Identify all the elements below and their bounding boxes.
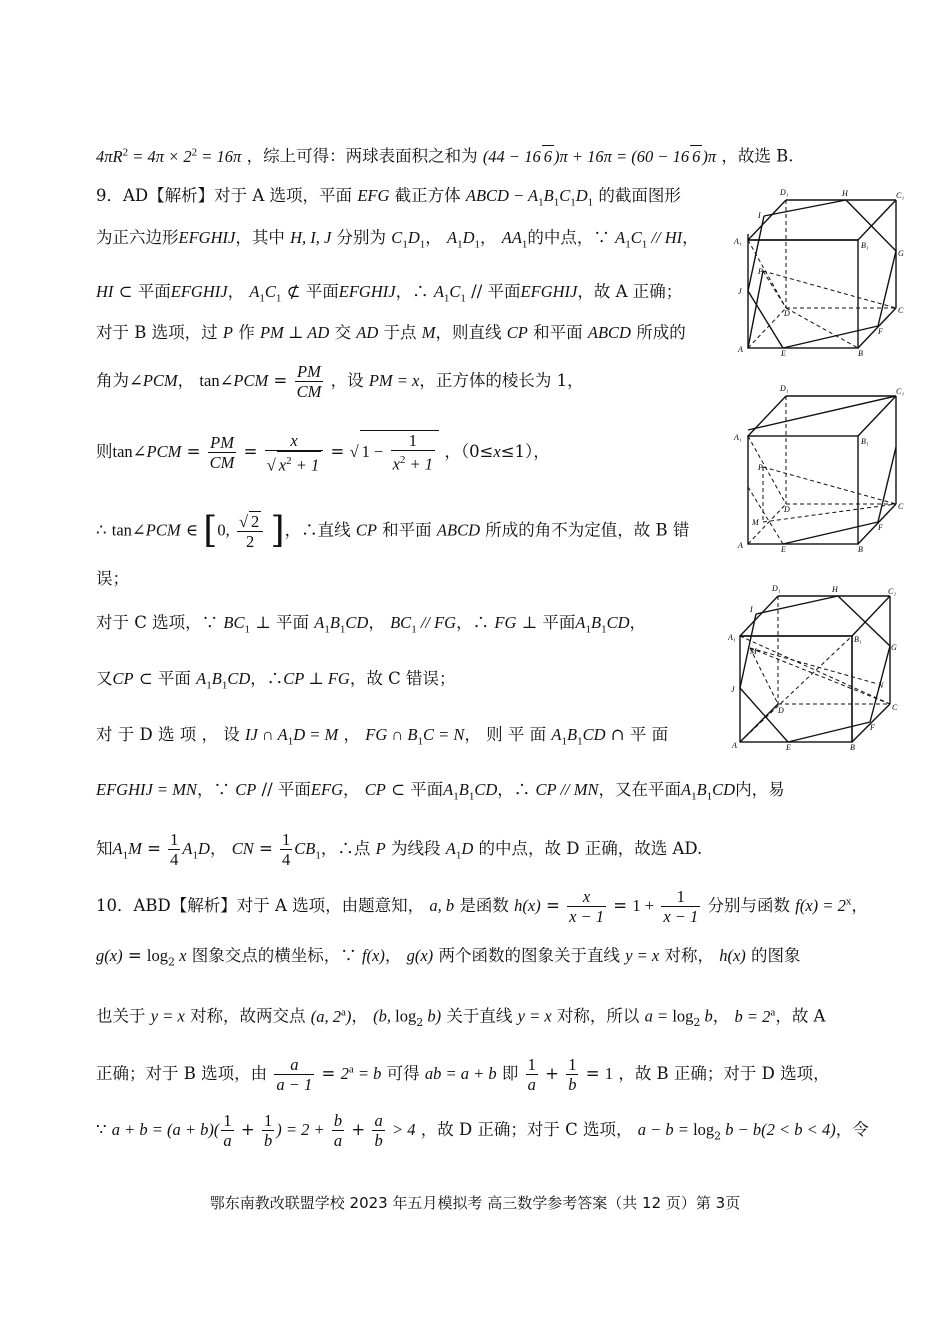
q10-line-4: 正确；对于 B 选项，由 $\frac{a}{a - 1}$ = $2^a = b$ 可得 ab = a + b 即 $\frac{1}{a}$ + $\frac{1}{b}$ = 1 ，故 B 正确；对于 D 选项， xyxy=(96,1055,830,1094)
label-M: M xyxy=(752,518,759,527)
q9-line-2: 为正六边形EFGHIJ，其中 H, I, J 分别为 $C_1D_1$， $A_1D_1$， $AA_1$的中点，∵ $A_1C_1$ // HI， xyxy=(96,228,699,251)
label-B1: B₁ xyxy=(861,437,869,446)
q9-line-5: 角为∠PCM， tan∠PCM = $\frac{PM}{CM}$ ，设 PM = x，正方体的棱长为 1， xyxy=(96,362,584,401)
label-A1: A₁ xyxy=(734,237,742,246)
label-C1: C₁ xyxy=(896,387,905,396)
label-N: N xyxy=(878,681,884,690)
label-B1: B₁ xyxy=(854,635,862,644)
label-A: A xyxy=(738,345,743,354)
q9-line-7: ∴ tan∠PCM ∈ [0, $\frac{√ 2}{2}$ ]，∴直线 CP 和平面 ABCD 所成的角不为定值，故 B 错 xyxy=(96,510,690,551)
label-J: J xyxy=(731,685,735,694)
label-J: J xyxy=(738,287,742,296)
line-1: $4\pi R^2 = 4\pi \times 2^2 = 16\pi$ ，综上可得：两球表面积之和为 (44 − 16 6 )π + 16π = (60 − 16 6 )π ，故选 B. xyxy=(96,146,794,166)
label-M: M xyxy=(750,647,757,656)
label-H: H xyxy=(832,585,838,594)
q9-line-8: 误； xyxy=(96,569,129,588)
label-F: F xyxy=(878,327,883,336)
label-D1: D₁ xyxy=(780,384,789,393)
label-A: A xyxy=(738,541,743,550)
label-P: P xyxy=(758,267,763,276)
label-C: C xyxy=(898,502,904,511)
label-G: G xyxy=(898,249,904,258)
q10-line-2: $g(x) = \log_2 x$ 图象交点的横坐标，∵ f(x)， g(x) 两个函数的图象关于直线 y = x 对称， h(x) 的图象 xyxy=(96,946,801,969)
label-B1: B₁ xyxy=(861,241,869,250)
cube-figure-2 xyxy=(728,382,908,554)
q10-line-5: ∵ a + b = (a + b)( $\frac{1}{a}$ + $\frac{1}{b}$ ) = 2 + $\frac{b}{a}$ + $\frac{a}{b}$ > 4 ，故 D 正确；对于 C 选项， $a - b = \log_2 b - b(2 < b < 4)$，令 xyxy=(96,1111,869,1150)
label-E: E xyxy=(786,743,791,752)
label-E: E xyxy=(781,545,786,554)
label-D: D xyxy=(784,309,790,318)
cube-figure-3 xyxy=(728,580,908,752)
label-D1: D₁ xyxy=(772,584,781,593)
label-B: B xyxy=(858,545,863,554)
q9-line-11: 对 于 D 选 项 ， 设 IJ ∩ $A_1D = M$ ， FG ∩ $B_1C = N$， 则 平 面 $A_1B_1CD$ ∩ 平 面 xyxy=(96,725,669,748)
label-A: A xyxy=(732,741,737,750)
label-C: C xyxy=(898,306,904,315)
label-A1: A₁ xyxy=(734,433,742,442)
label-H: H xyxy=(842,189,848,198)
label-D: D xyxy=(784,505,790,514)
q10-line-3: 也关于 y = x 对称，故两交点 (a, 2$^a$)， (b, $\log_2 b$) 关于直线 y = x 对称，所以 $a = \log_2 b$， $b = 2^a$，故 A xyxy=(96,1006,826,1029)
q9-line-9: 对于 C 选项，∵ $BC_1$ ⊥ 平面 $A_1B_1CD$， $BC_1$ // FG，∴ FG ⊥ 平面$A_1B_1CD$， xyxy=(96,613,646,636)
label-E: E xyxy=(781,349,786,358)
q10-line-1: 10．ABD【解析】对于 A 选项，由题意知， a, b 是函数 h(x) = $\frac{x}{x - 1}$ = 1 + $\frac{1}{x - 1}$ 分别与函数 $f(x) = 2^x$， xyxy=(96,887,868,926)
page-footer: 鄂东南教改联盟学校 2023 年五月模拟考 高三数学参考答案（共 12 页）第 3页 xyxy=(209,1194,741,1212)
label-P: P xyxy=(758,463,763,472)
label-D1: D₁ xyxy=(780,188,789,197)
q9-line-10: 又CP ⊂ 平面 $A_1B_1CD$，∴CP ⊥ FG，故 C 错误； xyxy=(96,669,456,692)
q9-line-4: 对于 B 选项，过 P 作 PM ⊥ AD 交 AD 于点 M，则直线 CP 和平面 ABCD 所成的 xyxy=(96,323,686,342)
label-I: I xyxy=(758,211,761,220)
label-G: G xyxy=(891,643,897,652)
cube-figure-1 xyxy=(728,186,908,358)
q9-line-13: 知$A_1M$ = $\frac{1}{4}$ $A_1D$， CN = $\frac{1}{4}$ $CB_1$，∴点 P 为线段 $A_1D$ 的中点，故 D 正确，故选 AD. xyxy=(96,830,703,869)
label-F: F xyxy=(878,523,883,532)
label-A1: A₁ xyxy=(728,633,736,642)
label-C: C xyxy=(892,703,898,712)
label-C1: C₁ xyxy=(888,587,897,596)
label-B: B xyxy=(858,349,863,358)
q9-line-6: 则tan∠PCM = $\frac{PM}{CM}$ = $\frac{x}{√ x^2 + 1}$ = √ 1 − $\frac{1}{x^2 + 1}$ ，（0≤x≤1）， xyxy=(96,430,550,474)
q9-line-12: EFGHIJ = MN，∵ CP // 平面EFG， CP ⊂ 平面$A_1B_1CD$，∴ CP // MN，又在平面$A_1B_1CD$内，易 xyxy=(96,780,785,803)
label-D: D xyxy=(778,706,784,715)
q9-line-3: HI ⊂ 平面EFGHIJ， $A_1C_1$ ⊄ 平面EFGHIJ，∴ $A_1C_1$ // 平面EFGHIJ，故 A 正确； xyxy=(96,282,683,305)
q9-line-1: 9．AD【解析】对于 A 选项，平面 EFG 截正方体 ABCD − $A_1B_1C_1D_1$ 的截面图形 xyxy=(96,186,681,209)
label-I: I xyxy=(750,605,753,614)
label-F: F xyxy=(870,723,875,732)
label-C1: C₁ xyxy=(896,191,905,200)
label-B: B xyxy=(850,743,855,752)
